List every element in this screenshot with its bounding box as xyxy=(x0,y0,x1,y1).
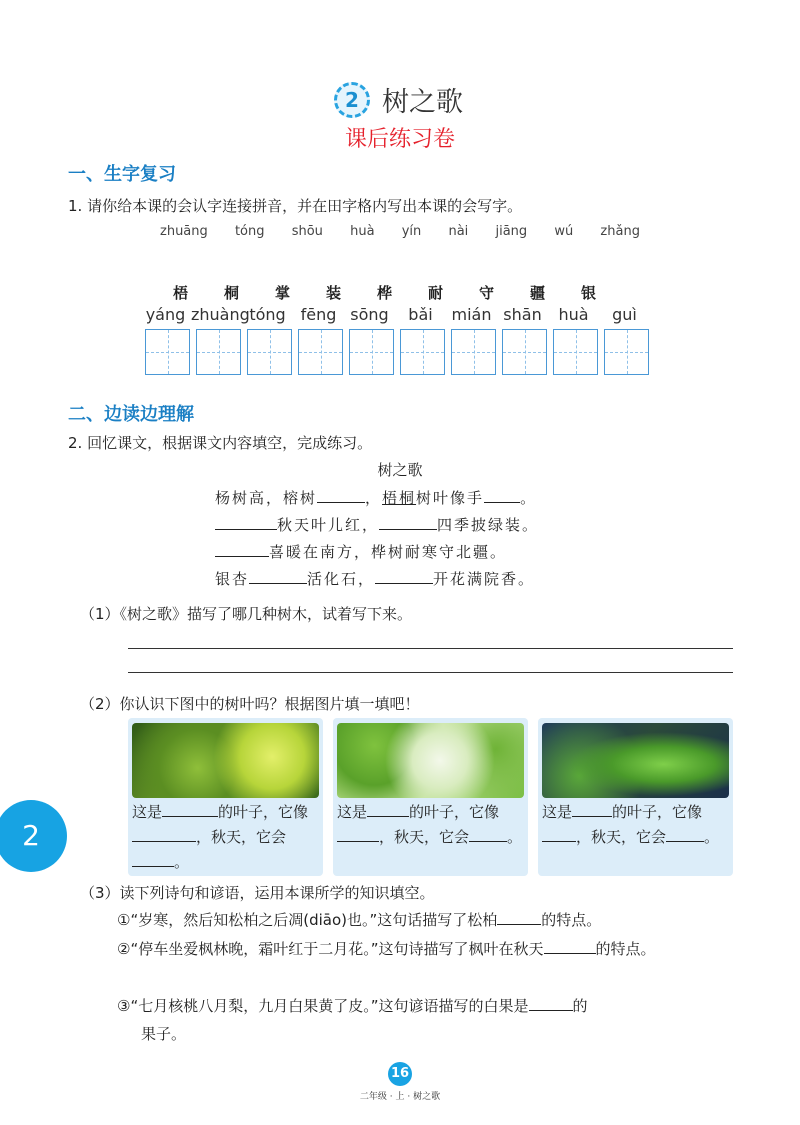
blank[interactable] xyxy=(497,910,541,925)
box-pinyin: guì xyxy=(612,305,637,324)
pinyin-item[interactable]: tóng xyxy=(234,224,265,239)
poem-line-4 xyxy=(215,568,535,589)
character-item[interactable]: 耐 xyxy=(427,284,443,302)
pinyin-item[interactable]: shōu xyxy=(291,224,323,239)
box-pinyin: zhuàng xyxy=(191,305,250,324)
poem-text: 树叶像手 xyxy=(416,489,485,507)
item-2: ②“停车坐爱枫林晚，霜叶红于二月花。”这句诗描写了枫叶在秋天 的特点。 xyxy=(117,940,656,958)
pinyin-item[interactable]: wú xyxy=(554,224,574,239)
writing-box[interactable] xyxy=(196,329,241,375)
question-2: 2. 回忆课文，根据课文内容填空，完成练习。 xyxy=(68,434,373,452)
card-text: 这是 的叶子，它像，秋天，它会。 xyxy=(132,803,309,871)
writing-box[interactable] xyxy=(247,329,292,375)
lesson-number-badge: 2 xyxy=(334,82,370,118)
pinyin-item[interactable]: nài xyxy=(448,224,469,239)
character-item[interactable]: 桦 xyxy=(376,284,392,302)
sub-question-3: （3）读下列诗句和谚语，运用本课所学的知识填空。 xyxy=(80,884,435,902)
character-row xyxy=(155,282,614,303)
box-pinyin: shān xyxy=(503,305,542,324)
character-item[interactable]: 梧 xyxy=(172,284,188,302)
blank[interactable] xyxy=(249,569,307,584)
poem-text: 杨树高，榕树 xyxy=(215,489,318,507)
character-item[interactable]: 疆 xyxy=(529,284,545,302)
page-title: 树之歌 xyxy=(382,87,463,118)
section-heading-1: 一、生字复习 xyxy=(68,164,176,185)
blank[interactable] xyxy=(215,542,269,557)
pinyin-item[interactable]: yín xyxy=(401,224,422,239)
writing-box[interactable] xyxy=(451,329,496,375)
card-text: 这是 的叶子，它像，秋天，它会 。 xyxy=(542,803,720,846)
box-pinyin: fēng xyxy=(300,305,337,324)
card-text: 这是 的叶子，它像，秋天，它会 。 xyxy=(337,803,523,846)
character-item[interactable]: 装 xyxy=(325,284,341,302)
maple-leaf-image xyxy=(337,723,524,798)
writing-box[interactable] xyxy=(145,329,190,375)
character-item[interactable]: 桐 xyxy=(223,284,239,302)
box-pinyin: yáng xyxy=(145,305,186,324)
writing-box[interactable] xyxy=(553,329,598,375)
leaf-card-ginkgo xyxy=(128,718,323,876)
poem-text: 秋天叶儿红， xyxy=(277,516,380,534)
pinyin-item[interactable]: jiāng xyxy=(495,224,528,239)
writing-box[interactable] xyxy=(400,329,445,375)
box-pinyin-row xyxy=(140,305,650,324)
character-item[interactable]: 银 xyxy=(580,284,596,302)
poem-line-2 xyxy=(215,514,539,535)
writing-box[interactable] xyxy=(502,329,547,375)
poem-text: 开花满院香。 xyxy=(433,570,536,588)
poem-text: ， xyxy=(365,489,383,507)
answer-line[interactable] xyxy=(128,648,733,649)
box-pinyin: bǎi xyxy=(408,305,433,324)
blank[interactable] xyxy=(544,939,596,954)
poem-text: 喜暖在南方，桦树耐寒守北疆。 xyxy=(269,543,508,561)
writing-box[interactable] xyxy=(349,329,394,375)
blank[interactable] xyxy=(375,569,433,584)
tianzige-grid xyxy=(145,329,655,375)
page-number: 16 xyxy=(388,1062,412,1086)
item-1: ①“岁寒，然后知松柏之后凋(diāo)也。”这句话描写了松柏 的特点。 xyxy=(117,911,602,929)
pinyin-item[interactable]: zhuāng xyxy=(160,224,208,239)
poem-title: 树之歌 xyxy=(377,461,423,479)
pine-needle-image xyxy=(542,723,729,798)
footer-caption: 二年级 · 上 · 树之歌 xyxy=(359,1092,441,1102)
leaf-card-maple xyxy=(333,718,528,876)
question-1: 1. 请你给本课的会认字连接拼音，并在田字格内写出本课的会写字。 xyxy=(68,197,523,215)
box-pinyin: tóng xyxy=(249,305,286,324)
item-3: ③“七月核桃八月梨，九月白果黄了皮。”这句谚语描写的白果是 的 果子。 xyxy=(117,997,588,1043)
poem-line-1 xyxy=(215,487,537,508)
box-pinyin: mián xyxy=(451,305,492,324)
page-subtitle: 课后练习卷 xyxy=(344,127,455,152)
blank[interactable] xyxy=(317,488,365,503)
pinyin-item[interactable]: huà xyxy=(350,224,375,239)
writing-box[interactable] xyxy=(298,329,343,375)
blank[interactable] xyxy=(529,996,573,1011)
box-pinyin: sōng xyxy=(350,305,389,324)
poem-text: 活化石， xyxy=(307,570,376,588)
poem-line-3 xyxy=(215,541,507,562)
character-item[interactable]: 守 xyxy=(478,284,494,302)
writing-box[interactable] xyxy=(604,329,649,375)
character-item[interactable]: 掌 xyxy=(274,284,290,302)
pinyin-top-row xyxy=(160,224,640,239)
sub-question-2: （2）你认识下图中的树叶吗？根据图片填一填吧！ xyxy=(80,695,420,713)
ginkgo-leaf-image xyxy=(132,723,319,798)
sub-question-1: （1）《树之歌》描写了哪几种树木，试着写下来。 xyxy=(80,605,413,623)
leaf-card-pine xyxy=(538,718,733,876)
blank[interactable] xyxy=(379,515,437,530)
blank[interactable] xyxy=(215,515,277,530)
pinyin-item[interactable]: zhǎng xyxy=(600,224,640,239)
answer-line[interactable] xyxy=(128,672,733,673)
poem-text: 。 xyxy=(520,489,538,507)
section-heading-2: 二、边读边理解 xyxy=(68,404,194,425)
blank[interactable] xyxy=(484,488,520,503)
side-tab-number: 2 xyxy=(0,800,67,872)
box-pinyin: huà xyxy=(558,305,589,324)
filled-answer: 梧桐 xyxy=(382,489,417,507)
poem-text: 银杏 xyxy=(215,570,250,588)
poem-text: 四季披绿装。 xyxy=(437,516,540,534)
